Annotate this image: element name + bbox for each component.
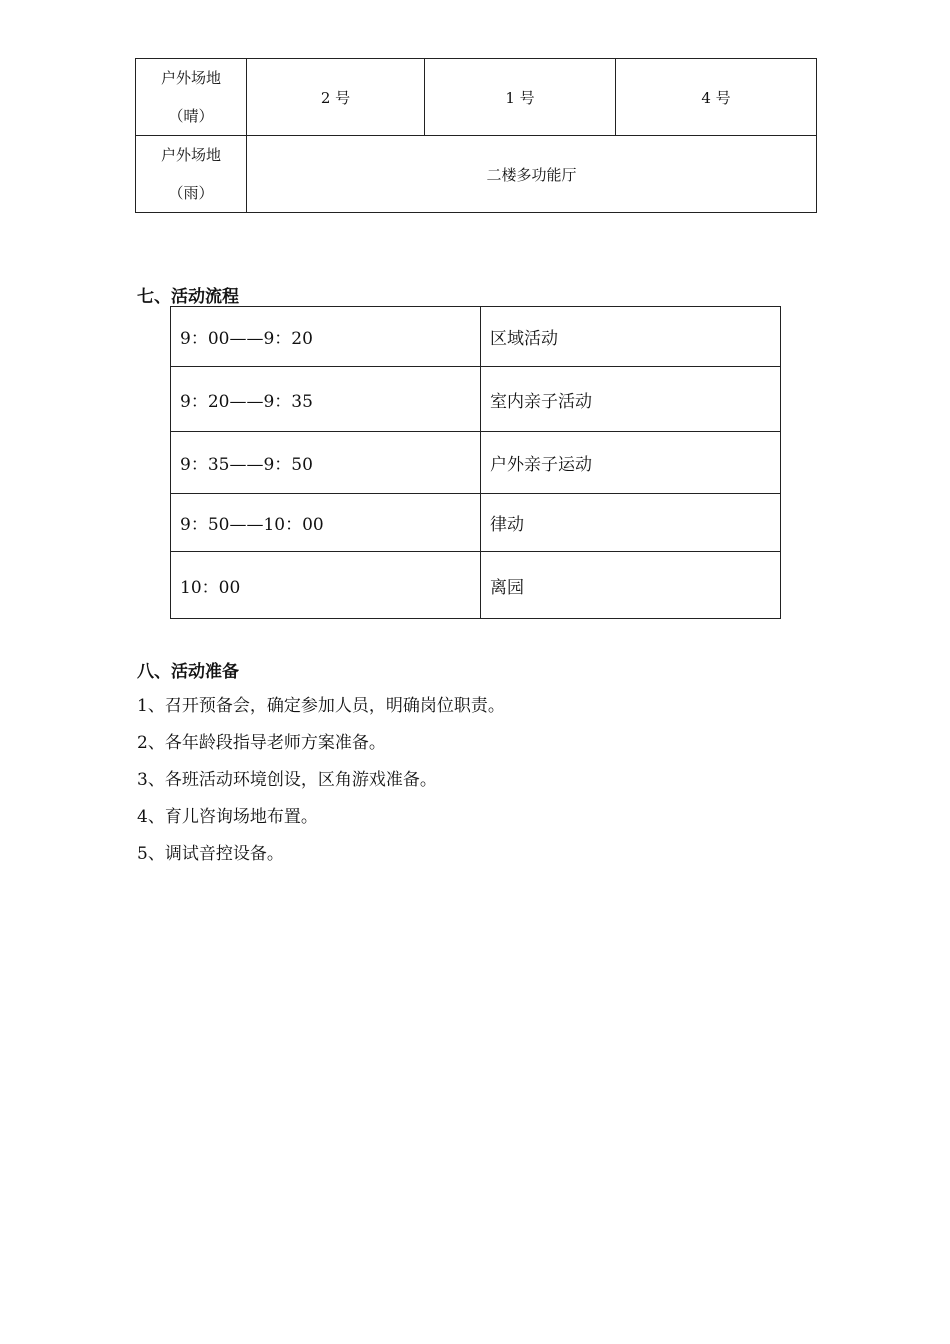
venue-cell: 1 号 xyxy=(425,59,616,136)
schedule-time: 10：00 xyxy=(171,552,481,619)
venue-cell: 二楼多功能厅 xyxy=(247,136,817,213)
table-row xyxy=(136,136,817,213)
table-row xyxy=(136,59,817,136)
schedule-time: 9：20——9：35 xyxy=(171,367,481,432)
section-heading: 七、活动流程 xyxy=(137,287,239,307)
venue-label-line: 户外场地 xyxy=(160,69,221,87)
table-row xyxy=(171,432,781,494)
table-row xyxy=(171,367,781,432)
schedule-activity: 户外亲子运动 xyxy=(481,432,781,494)
venue-label-weather: （雨） xyxy=(168,184,214,202)
schedule-activity: 区域活动 xyxy=(481,307,781,367)
section-heading: 八、活动准备 xyxy=(137,662,239,682)
list-item: 5、调试音控设备。 xyxy=(137,844,284,864)
schedule-activity: 离园 xyxy=(481,552,781,619)
list-item: 4、育儿咨询场地布置。 xyxy=(137,807,318,827)
venue-label-weather: （晴） xyxy=(168,107,214,125)
schedule-time: 9：35——9：50 xyxy=(171,432,481,494)
table-row xyxy=(171,552,781,619)
venue-label-rainy xyxy=(136,136,247,213)
schedule-activity: 律动 xyxy=(481,494,781,552)
venue-table xyxy=(135,58,817,213)
list-item: 3、各班活动环境创设，区角游戏准备。 xyxy=(137,770,437,790)
schedule-table xyxy=(170,306,781,619)
venue-label-line: 户外场地 xyxy=(160,146,221,164)
venue-cell: 4 号 xyxy=(616,59,817,136)
venue-cell: 2 号 xyxy=(247,59,425,136)
list-item: 2、各年龄段指导老师方案准备。 xyxy=(137,733,386,753)
table-row xyxy=(171,307,781,367)
schedule-time: 9：00——9：20 xyxy=(171,307,481,367)
venue-label-sunny xyxy=(136,59,247,136)
list-item: 1、召开预备会，确定参加人员，明确岗位职责。 xyxy=(137,696,505,716)
schedule-time: 9：50——10：00 xyxy=(171,494,481,552)
table-row xyxy=(171,494,781,552)
schedule-activity: 室内亲子活动 xyxy=(481,367,781,432)
preparation-list xyxy=(137,693,505,878)
